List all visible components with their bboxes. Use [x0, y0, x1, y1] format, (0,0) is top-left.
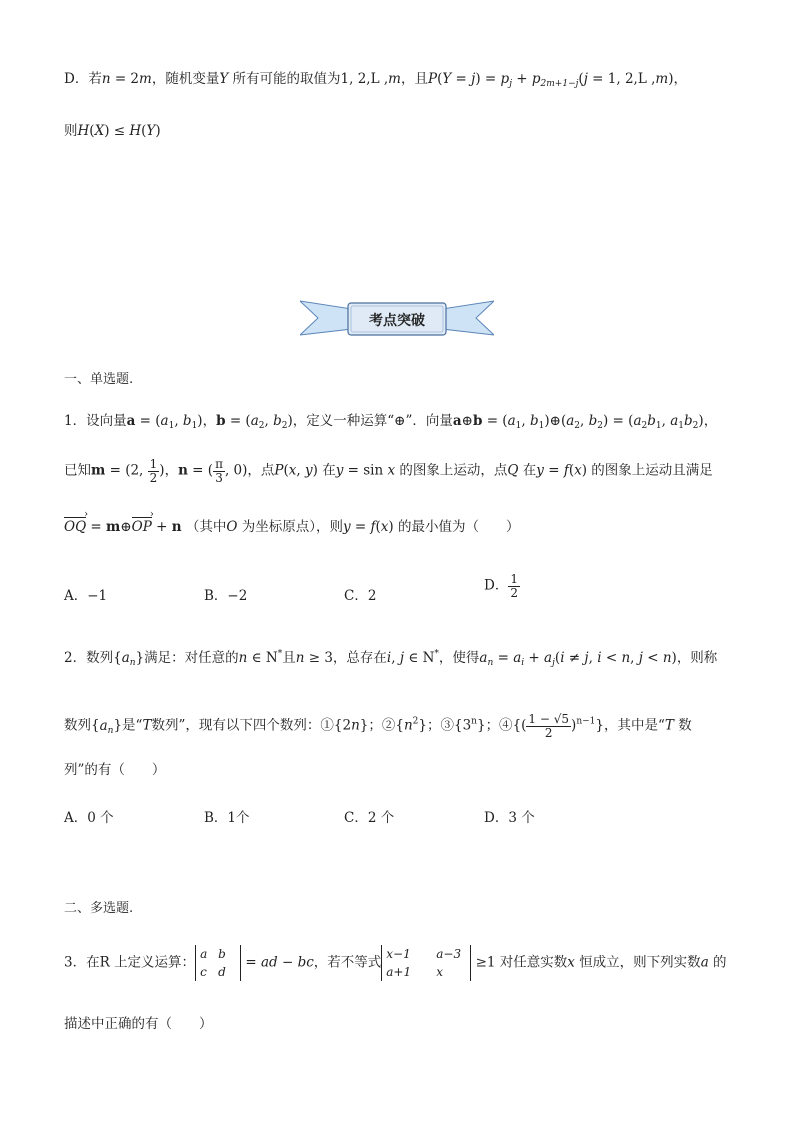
q1-option-a[interactable]: A．−1	[64, 588, 108, 604]
q2-line3: 列”的有（ ）	[64, 762, 166, 778]
section-multi-choice-title: 二、多选题.	[64, 901, 134, 916]
determinant-definition: a b c d	[195, 945, 241, 981]
q2-option-d[interactable]: D．3 个	[484, 810, 535, 826]
section-single-choice-title: 一、单选题.	[64, 372, 134, 387]
q1-option-c[interactable]: C．2	[344, 588, 377, 604]
q2-line1: 2．数列$\{a_n\}$满足：对任意的n ∈ N*且n ≥ 3，总存在i, j ∈ N*，使得$a_n = a_i + a_j(i \ne j$, i < n, j < n)，则称	[64, 649, 718, 668]
banner-ribbon-icon	[300, 295, 494, 341]
q1-option-d[interactable]: D． $\frac{1}{2}$	[484, 572, 518, 600]
determinant-inequality: x−1 a−3 a+1 x	[381, 945, 471, 981]
q1-line3: OQ › = m⊕OP › + n （其中O 为坐标原点），则y = f(x) 的最小值为（ ）	[64, 521, 519, 535]
q2-line2: 数列$\{a_n\}$是“T数列”，现有以下四个数列：①{2n}；$②\{n^2\}$；③{3$^n$}；④{( $\frac{1 - √5}{2}$ )$^{n-1}$}，其中是“T 数	[64, 712, 692, 740]
option-d-label: D．若	[64, 71, 102, 87]
q3-line1: 3．在R 上定义运算：a b c d = ad − bc，若不等式x−1 a−3 a+1 x ≥1 对任意实数x 恒成立，则下列实数a 的	[64, 947, 727, 979]
section-banner	[300, 295, 494, 345]
option-d-line1: D．若n = 2m，随机变量Y 所有可能的取值为1, 2,L ,m，且$P(Y = j) = p_j + p_{2m+1-j}(j = 1$, 2,L ,m)，	[64, 71, 687, 89]
q3-line2: 描述中正确的有（ ）	[64, 1016, 213, 1032]
q1-line2: 已知m = (2, $\frac{1}{2}$ )，n = ( $\frac{\pi}{3}$ , 0)，点P(x, y) 在y = sin x 的图象上运动，点Q 在y = f(x) 的图象上运动且满足	[64, 457, 713, 485]
q2-option-b[interactable]: B．1个	[204, 810, 250, 826]
option-d-line2: 则H(X) ≤ H(Y)	[64, 123, 161, 139]
q2-option-c[interactable]: C．2 个	[344, 810, 395, 826]
q1-option-b[interactable]: B．−2	[204, 588, 248, 604]
q1-line1: 1．设向量$a = (a_1$, $b_1$)，$b = (a_2$, $b_2$)，定义一种运算“⊕”．向量a⊕b = ($a_1$, $b_1)\oplus(a_2$, $b_2) = (a_2b_1$, $a_1b_2$)，	[64, 413, 718, 431]
q2-option-a[interactable]: A．0 个	[64, 810, 114, 826]
banner-text: 考点突破	[369, 313, 425, 329]
